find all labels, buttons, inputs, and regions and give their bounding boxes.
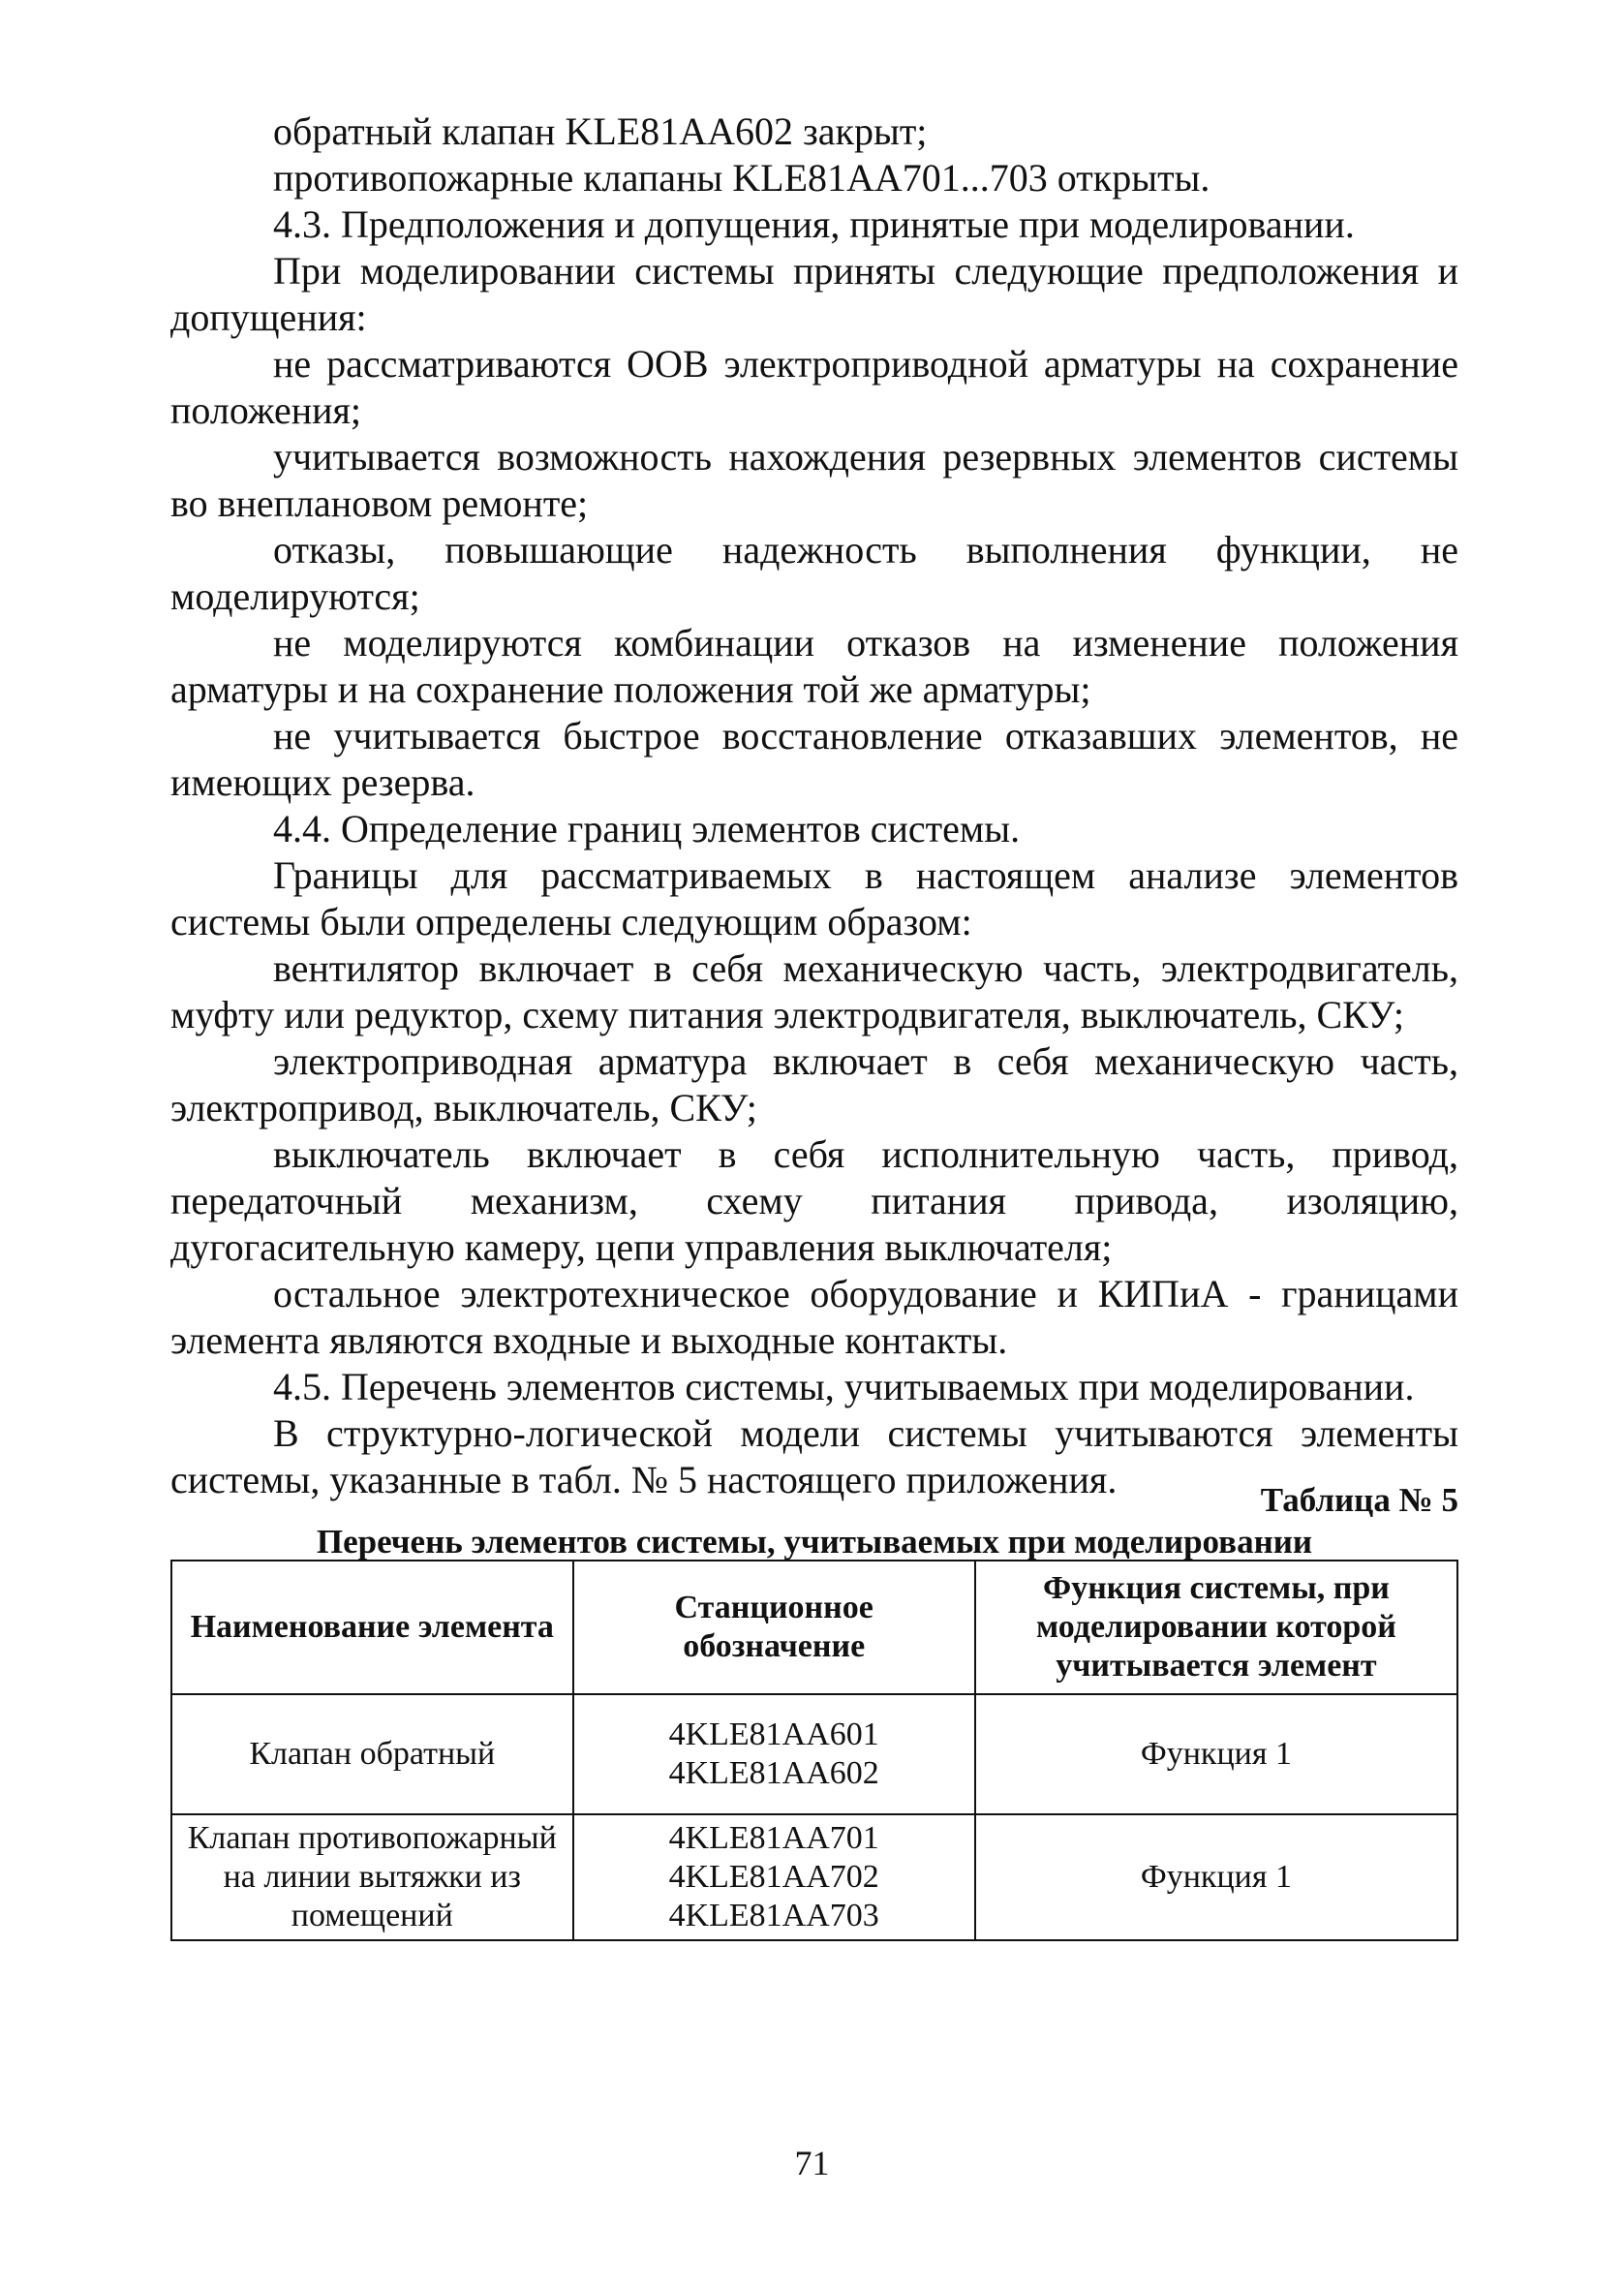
list-item: остальное электротехническое оборудование и КИПиА - границами элемента являются входные и выходные контакты. — [170, 1272, 1458, 1362]
cell-station-codes — [573, 1814, 975, 1940]
list-item: не рассматриваются ООВ электроприводной арматуры на сохранение положения; — [170, 342, 1458, 432]
table-number-label: Таблица № 5 — [1260, 1481, 1458, 1519]
page-number: 71 — [794, 2144, 830, 2182]
table-header-row — [171, 1561, 1457, 1694]
paragraph: обратный клапан KLE81AA602 закрыт; — [273, 109, 928, 153]
list-item: не моделируются комбинации отказов на изменение положения арматуры и на сохранение положения той же арматуры; — [170, 621, 1458, 711]
cell-element-name: Клапан противопожарный на линии вытяжки из помещений — [171, 1814, 573, 1940]
cell-system-function: Функция 1 — [975, 1814, 1457, 1940]
paragraph: Границы для рассматриваемых в настоящем анализе элементов системы были определены следующим образом: — [170, 853, 1458, 943]
list-item: не учитывается быстрое восстановление отказавших элементов, не имеющих резерва. — [170, 714, 1458, 804]
elements-table — [170, 1560, 1458, 1941]
list-item: отказы, повышающие надежность выполнения функции, не моделируются; — [170, 528, 1458, 618]
station-code: 4KLE81AA702 — [668, 1859, 879, 1895]
column-header-code: Станционное обозначение — [573, 1561, 975, 1694]
column-header-name: Наименование элемента — [171, 1561, 573, 1694]
station-code: 4KLE81AA701 — [668, 1820, 879, 1856]
station-code: 4KLE81AA601 — [668, 1716, 879, 1752]
paragraph: При моделировании системы приняты следующие предположения и допущения: — [170, 249, 1458, 339]
body-text — [170, 108, 1458, 1503]
cell-station-codes — [573, 1694, 975, 1814]
list-item: электроприводная арматура включает в себя механическую часть, электропривод, выключатель, СКУ; — [170, 1039, 1458, 1129]
station-code: 4KLE81AA602 — [668, 1755, 879, 1791]
column-header-function: Функция системы, при моделировании которой учитывается элемент — [975, 1561, 1457, 1694]
station-code: 4KLE81AA703 — [668, 1898, 879, 1933]
paragraph: противопожарные клапаны KLE81AA701...703 открыты. — [273, 156, 1210, 200]
section-heading-4-3: 4.3. Предположения и допущения, принятые при моделировании. — [273, 202, 1355, 246]
table-title: Перечень элементов системы, учитываемых при моделировании — [316, 1523, 1313, 1561]
table-row — [171, 1694, 1457, 1814]
cell-system-function: Функция 1 — [975, 1694, 1457, 1814]
section-heading-4-4: 4.4. Определение границ элементов системы. — [273, 807, 1021, 850]
list-item: учитывается возможность нахождения резервных элементов системы во внеплановом ремонте; — [170, 435, 1458, 525]
paragraph: В структурно-логической модели системы учитываются элементы системы, указанные в табл. № 5 настоящего приложения. — [170, 1411, 1458, 1501]
list-item: вентилятор включает в себя механическую часть, электродвигатель, муфту или редуктор, схему питания электродвигателя, выключатель, СКУ; — [170, 946, 1458, 1036]
list-item: выключатель включает в себя исполнительную часть, привод, передаточный механизм, схему питания привода, изоляцию, дугогасительную камеру, цепи управления выключателя; — [170, 1132, 1458, 1269]
section-heading-4-5: 4.5. Перечень элементов системы, учитываемых при моделировании. — [273, 1365, 1415, 1408]
cell-element-name: Клапан обратный — [171, 1694, 573, 1814]
table-row — [171, 1814, 1457, 1940]
